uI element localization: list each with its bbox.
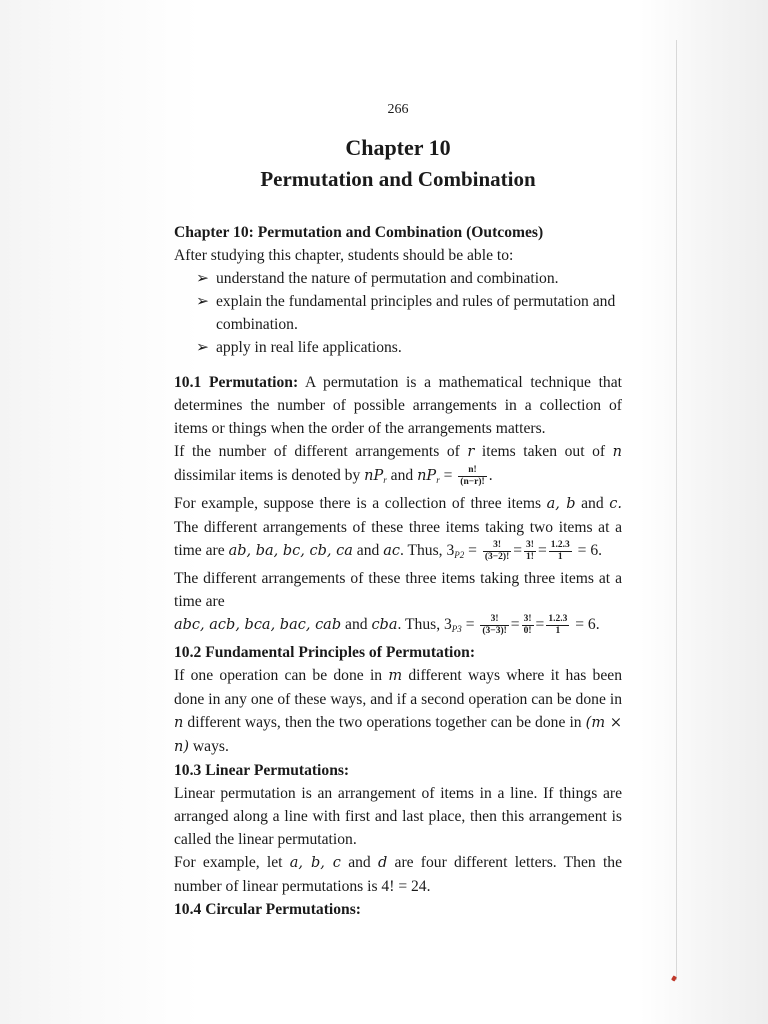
formula-fraction: $\frac{3!}{(3-3)!}$	[482, 613, 507, 636]
section-heading-10-4: 10.4 Circular Permutations:	[174, 901, 361, 918]
example-paragraph-2: The different arrangements of these three items taking three items at a time are	[174, 570, 622, 610]
section-heading: 10.1 Permutation:	[174, 374, 299, 391]
formula-fraction: $\frac{3!}{1!}$	[526, 539, 534, 562]
page-number: 266	[387, 102, 409, 117]
formula-fraction: $\frac{3!}{0!}$	[523, 613, 532, 636]
permutation-definition: If the number of different arrangements of r items taken out of n dissimilar items is denoted by $nP_r$ and $nP_r$ = $\frac{n!}{(n-r)!}$ .	[174, 443, 622, 487]
chapter-title: Chapter 10	[345, 135, 451, 160]
red-mark	[671, 975, 677, 981]
outcome-item-continued: combination.	[216, 316, 298, 333]
section-10-1: 10.1 Permutation: A permutation is a mathematical technique that determines the number of possible arrangements in a collection of items or things when the order of the arrangements matters.	[174, 374, 622, 437]
section-10-3-text: Linear permutation is an arrangement of items in a line. If things are arranged along a line with first and last place, then this arrangement is called the linear permutation.	[174, 785, 622, 848]
formula-fraction: $\frac{1.2.3}{1}$	[548, 613, 568, 636]
linear-example: For example, let a, b, c and d are four different letters. Then the number of linear permutations is 4! = 24.	[174, 854, 623, 895]
formula-fraction: $\frac{3!}{(3-2)!}$	[484, 539, 510, 562]
outcomes-intro: After studying this chapter, students should be able to:	[174, 247, 514, 264]
example-paragraph: For example, suppose there is a collection of three items a, b and c. The different arrangements of these three items taking two items at a time are ab, ba, bc, cb, ca and ac. Thus, $3_{P2}$ = $\frac{3!}{(3-2)!}$ = $\frac{3!}{1!}$ = $\frac{1.2.3}{1}$ = 6.	[174, 495, 622, 562]
body-text	[174, 221, 622, 921]
arrow-bullet-icon: ➢	[196, 339, 210, 356]
outcome-item: ➢ apply in real life applications.	[174, 336, 622, 359]
section-10-2-text: If one operation can be done in m different ways where it has been done in any one of these ways, and if a second operation can be done in n different ways, then the two operations together can be done in (m × n) ways.	[174, 667, 622, 755]
outcome-item: ➢ explain the fundamental principles and rules of permutation and	[174, 290, 622, 313]
page-edge-shadow	[676, 40, 677, 980]
outcomes-heading: Chapter 10: Permutation and Combination (Outcomes)	[174, 224, 544, 241]
section-heading-10-3: 10.3 Linear Permutations:	[174, 762, 350, 779]
formula-fraction: $\frac{n!}{(n-r)!}$	[460, 464, 485, 487]
outcomes-list	[174, 267, 622, 359]
section-heading-10-2: 10.2 Fundamental Principles of Permutation:	[174, 644, 476, 661]
example-formula-line: abc, acb, bca, bac, cab and cba. Thus, $3_{P3}$ = $\frac{3!}{(3-3)!}$ = $\frac{3!}{0!}$ = $\frac{1.2.3}{1}$ = 6.	[174, 613, 600, 636]
arrow-bullet-icon: ➢	[196, 293, 210, 310]
outcome-item: ➢ understand the nature of permutation and combination.	[174, 267, 622, 290]
formula-fraction: $\frac{1.2.3}{1}$	[550, 539, 570, 562]
chapter-subtitle: Permutation and Combination	[260, 167, 536, 191]
arrow-bullet-icon: ➢	[196, 270, 210, 287]
